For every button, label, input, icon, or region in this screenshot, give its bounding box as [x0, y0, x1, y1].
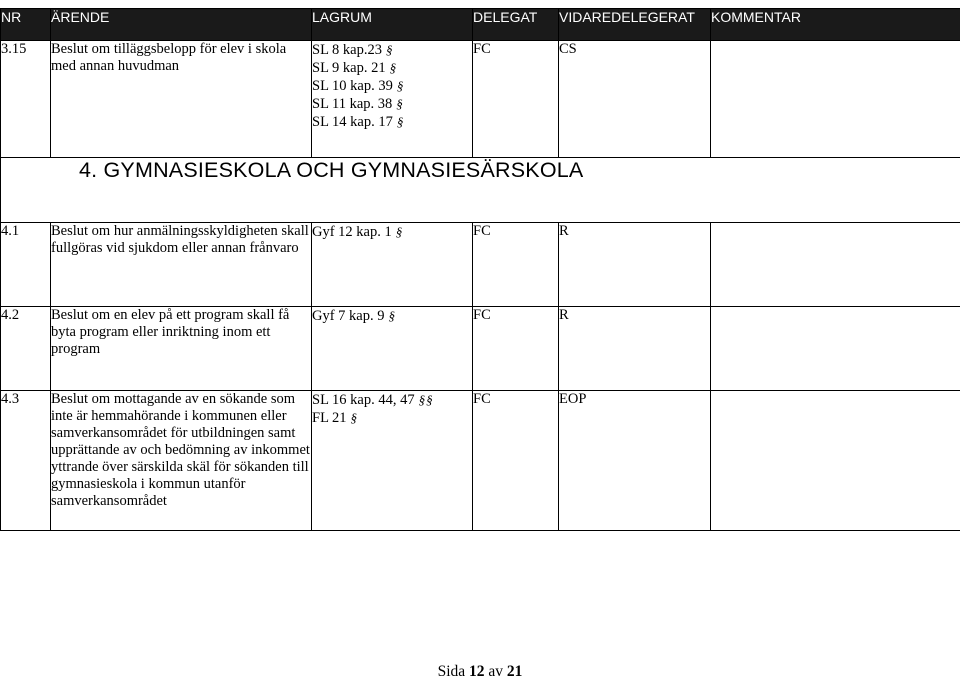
row-delegat: FC: [473, 41, 559, 158]
row-delegat: FC: [473, 307, 559, 391]
lagrum-line: [312, 41, 472, 59]
paragraph-symbol: §: [396, 96, 403, 111]
paragraph-symbol: §: [396, 114, 404, 129]
lagrum-text: SL 16 kap. 44, 47: [312, 392, 415, 408]
lagrum-text: Gyf 7 kap. 9: [312, 308, 385, 324]
lagrum-line: [312, 391, 472, 409]
section-heading-cell: [1, 158, 960, 223]
paragraph-symbol: §: [395, 224, 403, 239]
lagrum-text: SL 14 kap. 17: [312, 114, 393, 130]
row-lagrum: [312, 391, 473, 531]
row-arende: Beslut om hur anmälningsskyldigheten skall fullgöras vid sjukdom eller annan frånvaro: [51, 223, 312, 307]
footer-page-number: 12: [469, 663, 485, 680]
row-kommentar: [711, 223, 960, 307]
row-delegat: FC: [473, 391, 559, 531]
lagrum-line: [312, 307, 472, 325]
section-title: 4. GYMNASIESKOLA OCH GYMNASIESÄRSKOLA: [79, 158, 584, 182]
table-row: [1, 41, 960, 158]
lagrum-text: SL 11 kap. 38: [312, 96, 393, 112]
table-header-row: [1, 9, 960, 41]
footer-of: av: [488, 663, 504, 680]
paragraph-symbol: §: [389, 60, 397, 75]
paragraph-symbol: §: [426, 392, 433, 407]
row-kommentar: [711, 307, 960, 391]
column-header-lagrum: LAGRUM: [312, 9, 473, 41]
row-nr: 3.15: [1, 41, 51, 158]
column-header-nr: NR: [1, 9, 51, 41]
paragraph-symbol: §: [418, 392, 426, 407]
lagrum-line: [312, 409, 472, 427]
paragraph-symbol: §: [385, 42, 393, 57]
page-footer: [0, 663, 960, 681]
row-vidaredelegerat: EOP: [559, 391, 711, 531]
lagrum-line: [312, 59, 472, 77]
column-header-kommentar: KOMMENTAR: [711, 9, 960, 41]
column-header-arende: ÄRENDE: [51, 9, 312, 41]
footer-total-pages: 21: [506, 663, 523, 680]
footer-prefix: Sida: [437, 663, 466, 680]
row-lagrum: [312, 307, 473, 391]
lagrum-line: [312, 95, 472, 113]
row-kommentar: [711, 41, 960, 158]
lagrum-text: SL 8 kap.23: [312, 42, 382, 58]
lagrum-text: SL 10 kap. 39: [312, 78, 393, 94]
paragraph-symbol: §: [396, 78, 404, 93]
lagrum-line: [312, 223, 472, 241]
row-vidaredelegerat: R: [559, 223, 711, 307]
lagrum-line: [312, 77, 472, 95]
row-vidaredelegerat: R: [559, 307, 711, 391]
row-delegat: FC: [473, 223, 559, 307]
row-nr: 4.3: [1, 391, 51, 531]
lagrum-text: Gyf 12 kap. 1: [312, 224, 392, 240]
column-header-vidaredelegerat: VIDAREDELEGERAT: [559, 9, 711, 41]
paragraph-symbol: §: [350, 410, 358, 425]
section-heading-row: [1, 158, 960, 223]
row-nr: 4.1: [1, 223, 51, 307]
paragraph-symbol: §: [388, 308, 395, 323]
row-arende: Beslut om tilläggsbelopp för elev i skola med annan huvudman: [51, 41, 312, 158]
row-lagrum: [312, 223, 473, 307]
column-header-delegat: DELEGAT: [473, 9, 559, 41]
row-vidaredelegerat: CS: [559, 41, 711, 158]
row-lagrum: [312, 41, 473, 158]
row-nr: 4.2: [1, 307, 51, 391]
row-arende: Beslut om mottagande av en sökande som inte är hemmahörande i kommunen eller samverkansområdet för utbildningen samt upprättande av och bedömning av inkommet yttrande över särskilda skäl för sökanden till gymnasieskola i kommun utanför samverkansområdet: [51, 391, 312, 531]
table-row: [1, 223, 960, 307]
table-row: [1, 391, 960, 531]
row-kommentar: [711, 391, 960, 531]
delegation-table: [0, 8, 960, 531]
lagrum-text: FL 21: [312, 410, 347, 426]
lagrum-text: SL 9 kap. 21: [312, 60, 386, 76]
row-arende: Beslut om en elev på ett program skall få byta program eller inriktning inom ett program: [51, 307, 312, 391]
lagrum-line: [312, 113, 472, 131]
table-row: [1, 307, 960, 391]
